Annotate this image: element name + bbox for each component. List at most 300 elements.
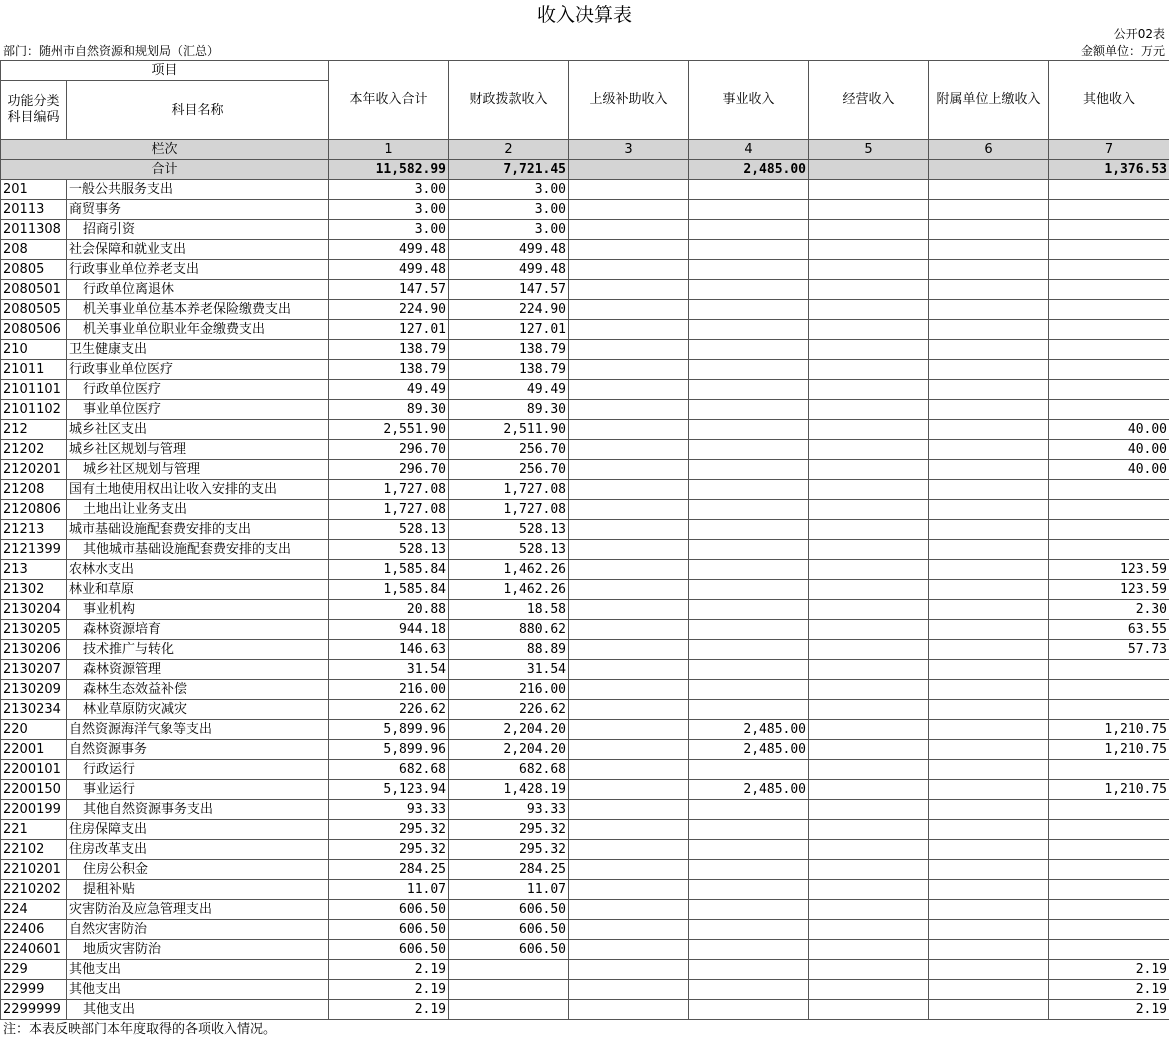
row-value: 1,727.08 [449, 500, 569, 520]
row-value [689, 320, 809, 340]
row-value: 127.01 [329, 320, 449, 340]
header-col-5: 经营收入 [809, 61, 929, 140]
table-row [1, 780, 1169, 800]
table-row [1, 1000, 1169, 1020]
row-value: 606.50 [329, 900, 449, 920]
row-name: 其他支出 [67, 1000, 329, 1020]
row-code: 2101102 [1, 400, 67, 420]
row-value: 606.50 [449, 920, 569, 940]
row-value [689, 360, 809, 380]
row-value [929, 360, 1049, 380]
row-value: 3.00 [329, 200, 449, 220]
row-value [809, 860, 929, 880]
row-code: 21202 [1, 440, 67, 460]
row-value [689, 500, 809, 520]
row-value: 2.19 [329, 960, 449, 980]
row-value [689, 540, 809, 560]
row-value [809, 800, 929, 820]
table-row [1, 660, 1169, 680]
row-value: 2.19 [329, 1000, 449, 1020]
row-value: 31.54 [449, 660, 569, 680]
row-value: 499.48 [329, 260, 449, 280]
row-value: 5,123.94 [329, 780, 449, 800]
row-value [569, 760, 689, 780]
table-row [1, 540, 1169, 560]
row-value: 2.19 [329, 980, 449, 1000]
total-value [929, 160, 1049, 180]
row-value [689, 420, 809, 440]
row-name: 行政运行 [67, 760, 329, 780]
row-value [569, 640, 689, 660]
row-value: 606.50 [449, 940, 569, 960]
row-value [929, 720, 1049, 740]
row-code: 2120201 [1, 460, 67, 480]
row-value [689, 840, 809, 860]
total-value: 1,376.53 [1049, 160, 1169, 180]
row-value: 499.48 [329, 240, 449, 260]
row-value [809, 580, 929, 600]
income-table [0, 60, 1169, 1020]
row-value [449, 960, 569, 980]
row-value: 40.00 [1049, 420, 1169, 440]
row-value: 224.90 [449, 300, 569, 320]
row-value [929, 420, 1049, 440]
row-value [809, 360, 929, 380]
row-name: 技术推广与转化 [67, 640, 329, 660]
row-name: 自然资源海洋气象等支出 [67, 720, 329, 740]
row-value: 1,727.08 [449, 480, 569, 500]
row-value [569, 440, 689, 460]
row-code: 2200150 [1, 780, 67, 800]
row-value [809, 1000, 929, 1020]
row-value [1049, 920, 1169, 940]
row-value: 20.88 [329, 600, 449, 620]
row-value: 1,727.08 [329, 480, 449, 500]
row-value [809, 180, 929, 200]
row-value [809, 560, 929, 580]
row-value [1049, 240, 1169, 260]
table-row [1, 500, 1169, 520]
table-row [1, 340, 1169, 360]
row-value: 2.19 [1049, 980, 1169, 1000]
row-value [569, 680, 689, 700]
row-value [1049, 660, 1169, 680]
row-value: 1,585.84 [329, 560, 449, 580]
row-value [1049, 360, 1169, 380]
row-value [929, 980, 1049, 1000]
row-value: 123.59 [1049, 580, 1169, 600]
header-item: 项目 [1, 61, 329, 81]
row-value [809, 740, 929, 760]
row-value [809, 320, 929, 340]
row-value [569, 580, 689, 600]
row-value: 127.01 [449, 320, 569, 340]
row-name: 机关事业单位职业年金缴费支出 [67, 320, 329, 340]
row-value [809, 420, 929, 440]
row-value [569, 480, 689, 500]
row-code: 229 [1, 960, 67, 980]
row-value: 1,210.75 [1049, 780, 1169, 800]
row-value [809, 660, 929, 680]
row-value [1049, 320, 1169, 340]
row-label-header: 栏次 [1, 140, 329, 160]
row-value: 528.13 [329, 520, 449, 540]
row-value [569, 180, 689, 200]
row-code: 2210202 [1, 880, 67, 900]
table-row [1, 180, 1169, 200]
row-name: 提租补贴 [67, 880, 329, 900]
row-value [569, 980, 689, 1000]
row-code: 22406 [1, 920, 67, 940]
row-value [1049, 260, 1169, 280]
row-value [809, 820, 929, 840]
row-value [809, 640, 929, 660]
row-value: 1,210.75 [1049, 720, 1169, 740]
row-value [1049, 900, 1169, 920]
col-num-7: 7 [1049, 140, 1169, 160]
table-row [1, 980, 1169, 1000]
row-value [809, 780, 929, 800]
row-value [569, 600, 689, 620]
row-code: 213 [1, 560, 67, 580]
row-value [689, 220, 809, 240]
row-value: 216.00 [329, 680, 449, 700]
row-value: 89.30 [449, 400, 569, 420]
row-value [1049, 500, 1169, 520]
row-name: 农林水支出 [67, 560, 329, 580]
unit-label: 金额单位：万元 [1080, 44, 1165, 58]
table-row [1, 360, 1169, 380]
row-code: 221 [1, 820, 67, 840]
header-col-7: 其他收入 [1049, 61, 1169, 140]
row-code: 21011 [1, 360, 67, 380]
row-value [689, 900, 809, 920]
row-value [689, 980, 809, 1000]
row-value [809, 240, 929, 260]
row-value [929, 920, 1049, 940]
row-value [809, 200, 929, 220]
row-value [809, 460, 929, 480]
row-code: 2130204 [1, 600, 67, 620]
row-value [929, 960, 1049, 980]
row-value: 880.62 [449, 620, 569, 640]
row-name: 城乡社区支出 [67, 420, 329, 440]
row-name: 灾害防治及应急管理支出 [67, 900, 329, 920]
row-value [1049, 880, 1169, 900]
row-value [689, 480, 809, 500]
total-value: 2,485.00 [689, 160, 809, 180]
row-name: 森林生态效益补偿 [67, 680, 329, 700]
row-value: 5,899.96 [329, 720, 449, 740]
table-row [1, 400, 1169, 420]
row-value [569, 900, 689, 920]
total-value [569, 160, 689, 180]
table-row [1, 900, 1169, 920]
row-name: 卫生健康支出 [67, 340, 329, 360]
row-value: 40.00 [1049, 440, 1169, 460]
row-value [1049, 300, 1169, 320]
total-value: 11,582.99 [329, 160, 449, 180]
row-value [1049, 760, 1169, 780]
row-value: 296.70 [329, 440, 449, 460]
row-value: 606.50 [449, 900, 569, 920]
row-value: 3.00 [449, 180, 569, 200]
row-value [1049, 340, 1169, 360]
row-name: 其他支出 [67, 960, 329, 980]
total-value: 7,721.45 [449, 160, 569, 180]
row-value: 18.58 [449, 600, 569, 620]
col-num-4: 4 [689, 140, 809, 160]
table-row [1, 800, 1169, 820]
row-value: 89.30 [329, 400, 449, 420]
table-row [1, 820, 1169, 840]
row-value: 295.32 [449, 840, 569, 860]
header-col-4: 事业收入 [689, 61, 809, 140]
row-value [569, 780, 689, 800]
row-code: 21302 [1, 580, 67, 600]
row-code: 2120806 [1, 500, 67, 520]
row-value [929, 220, 1049, 240]
row-value [569, 940, 689, 960]
row-value: 1,462.26 [449, 580, 569, 600]
row-value [929, 1000, 1049, 1020]
row-value [929, 700, 1049, 720]
row-value [1049, 520, 1169, 540]
row-code: 2130209 [1, 680, 67, 700]
row-name: 林业和草原 [67, 580, 329, 600]
row-value: 682.68 [449, 760, 569, 780]
row-code: 22102 [1, 840, 67, 860]
row-name: 行政事业单位医疗 [67, 360, 329, 380]
row-value: 2,485.00 [689, 740, 809, 760]
row-value: 138.79 [449, 360, 569, 380]
row-name: 机关事业单位基本养老保险缴费支出 [67, 300, 329, 320]
row-value: 147.57 [449, 280, 569, 300]
table-row [1, 420, 1169, 440]
row-value [689, 660, 809, 680]
row-code: 2101101 [1, 380, 67, 400]
header-col-3: 上级补助收入 [569, 61, 689, 140]
row-value [929, 900, 1049, 920]
row-value [569, 340, 689, 360]
row-value [929, 760, 1049, 780]
row-value [569, 1000, 689, 1020]
row-value: 1,428.19 [449, 780, 569, 800]
row-value [689, 240, 809, 260]
row-value [1049, 540, 1169, 560]
row-value [449, 980, 569, 1000]
row-code: 2210201 [1, 860, 67, 880]
row-value: 147.57 [329, 280, 449, 300]
row-value [569, 240, 689, 260]
header-col-1: 本年收入合计 [329, 61, 449, 140]
department-label: 部门：随州市自然资源和规划局（汇总） [3, 44, 220, 58]
row-code: 2130234 [1, 700, 67, 720]
row-name: 自然资源事务 [67, 740, 329, 760]
row-value [929, 600, 1049, 620]
row-value [689, 920, 809, 940]
row-value: 606.50 [329, 940, 449, 960]
row-value [689, 340, 809, 360]
row-value [689, 640, 809, 660]
row-name: 行政事业单位养老支出 [67, 260, 329, 280]
row-name: 其他自然资源事务支出 [67, 800, 329, 820]
row-name: 自然灾害防治 [67, 920, 329, 940]
row-code: 22999 [1, 980, 67, 1000]
row-value [929, 660, 1049, 680]
row-value [929, 340, 1049, 360]
row-value [929, 380, 1049, 400]
row-value [1049, 700, 1169, 720]
row-value: 295.32 [329, 820, 449, 840]
row-value [809, 720, 929, 740]
row-name: 社会保障和就业支出 [67, 240, 329, 260]
table-row [1, 840, 1169, 860]
table-row [1, 220, 1169, 240]
row-value: 295.32 [449, 820, 569, 840]
table-row [1, 940, 1169, 960]
row-code: 224 [1, 900, 67, 920]
row-value [1049, 940, 1169, 960]
table-row [1, 240, 1169, 260]
row-code: 2200199 [1, 800, 67, 820]
table-row [1, 440, 1169, 460]
row-value [569, 920, 689, 940]
table-row [1, 280, 1169, 300]
row-value [689, 860, 809, 880]
row-value [809, 300, 929, 320]
row-value [689, 460, 809, 480]
row-value [929, 640, 1049, 660]
row-value: 5,899.96 [329, 740, 449, 760]
row-value [929, 840, 1049, 860]
row-value [569, 300, 689, 320]
table-row [1, 260, 1169, 280]
col-num-1: 1 [329, 140, 449, 160]
row-value: 2,485.00 [689, 720, 809, 740]
row-value: 3.00 [449, 220, 569, 240]
table-row [1, 380, 1169, 400]
row-name: 城乡社区规划与管理 [67, 440, 329, 460]
row-value [929, 560, 1049, 580]
row-value: 57.73 [1049, 640, 1169, 660]
row-value [569, 320, 689, 340]
row-value [689, 760, 809, 780]
row-value [1049, 180, 1169, 200]
row-value [929, 880, 1049, 900]
row-value: 284.25 [449, 860, 569, 880]
row-value [929, 620, 1049, 640]
row-name: 城市基础设施配套费安排的支出 [67, 520, 329, 540]
row-value [809, 600, 929, 620]
row-value [569, 200, 689, 220]
row-name: 地质灾害防治 [67, 940, 329, 960]
row-value: 284.25 [329, 860, 449, 880]
total-value [809, 160, 929, 180]
row-name: 林业草原防灾减灾 [67, 700, 329, 720]
row-value [569, 520, 689, 540]
row-value [809, 700, 929, 720]
row-value [809, 960, 929, 980]
row-value: 138.79 [449, 340, 569, 360]
row-value [809, 900, 929, 920]
col-num-6: 6 [929, 140, 1049, 160]
table-row [1, 520, 1169, 540]
table-row [1, 620, 1169, 640]
row-code: 208 [1, 240, 67, 260]
row-value: 93.33 [449, 800, 569, 820]
row-value [929, 520, 1049, 540]
row-value [929, 320, 1049, 340]
row-value: 40.00 [1049, 460, 1169, 480]
total-label: 合计 [1, 160, 329, 180]
table-row [1, 320, 1169, 340]
row-value: 226.62 [449, 700, 569, 720]
row-code: 220 [1, 720, 67, 740]
row-value [569, 560, 689, 580]
row-value [449, 1000, 569, 1020]
row-value [809, 980, 929, 1000]
row-value: 1,727.08 [329, 500, 449, 520]
table-row [1, 480, 1169, 500]
table-row [1, 760, 1169, 780]
row-value [1049, 840, 1169, 860]
row-name: 城乡社区规划与管理 [67, 460, 329, 480]
row-value: 944.18 [329, 620, 449, 640]
row-value: 11.07 [329, 880, 449, 900]
row-value [569, 500, 689, 520]
row-value: 2.19 [1049, 960, 1169, 980]
row-value [569, 420, 689, 440]
row-value [1049, 860, 1169, 880]
row-value [569, 360, 689, 380]
row-value: 3.00 [329, 220, 449, 240]
row-value [689, 700, 809, 720]
row-value [569, 720, 689, 740]
row-code: 2130205 [1, 620, 67, 640]
row-value: 138.79 [329, 340, 449, 360]
row-value [569, 700, 689, 720]
row-value [689, 600, 809, 620]
table-row [1, 200, 1169, 220]
row-value [689, 680, 809, 700]
row-name: 行政单位医疗 [67, 380, 329, 400]
row-value [689, 300, 809, 320]
row-value [809, 940, 929, 960]
table-row [1, 860, 1169, 880]
row-value: 499.48 [449, 240, 569, 260]
row-value [689, 580, 809, 600]
page-title: 收入决算表 [536, 4, 632, 26]
row-value [569, 280, 689, 300]
row-value [689, 560, 809, 580]
row-value [929, 240, 1049, 260]
row-value [929, 680, 1049, 700]
row-value [809, 440, 929, 460]
col-num-3: 3 [569, 140, 689, 160]
row-value [689, 200, 809, 220]
table-row [1, 960, 1169, 980]
row-code: 2130206 [1, 640, 67, 660]
row-value: 256.70 [449, 460, 569, 480]
row-code: 2080501 [1, 280, 67, 300]
row-value: 2,551.90 [329, 420, 449, 440]
table-row [1, 720, 1169, 740]
row-name: 行政单位离退休 [67, 280, 329, 300]
table-row [1, 460, 1169, 480]
row-value [689, 260, 809, 280]
row-value: 1,210.75 [1049, 740, 1169, 760]
